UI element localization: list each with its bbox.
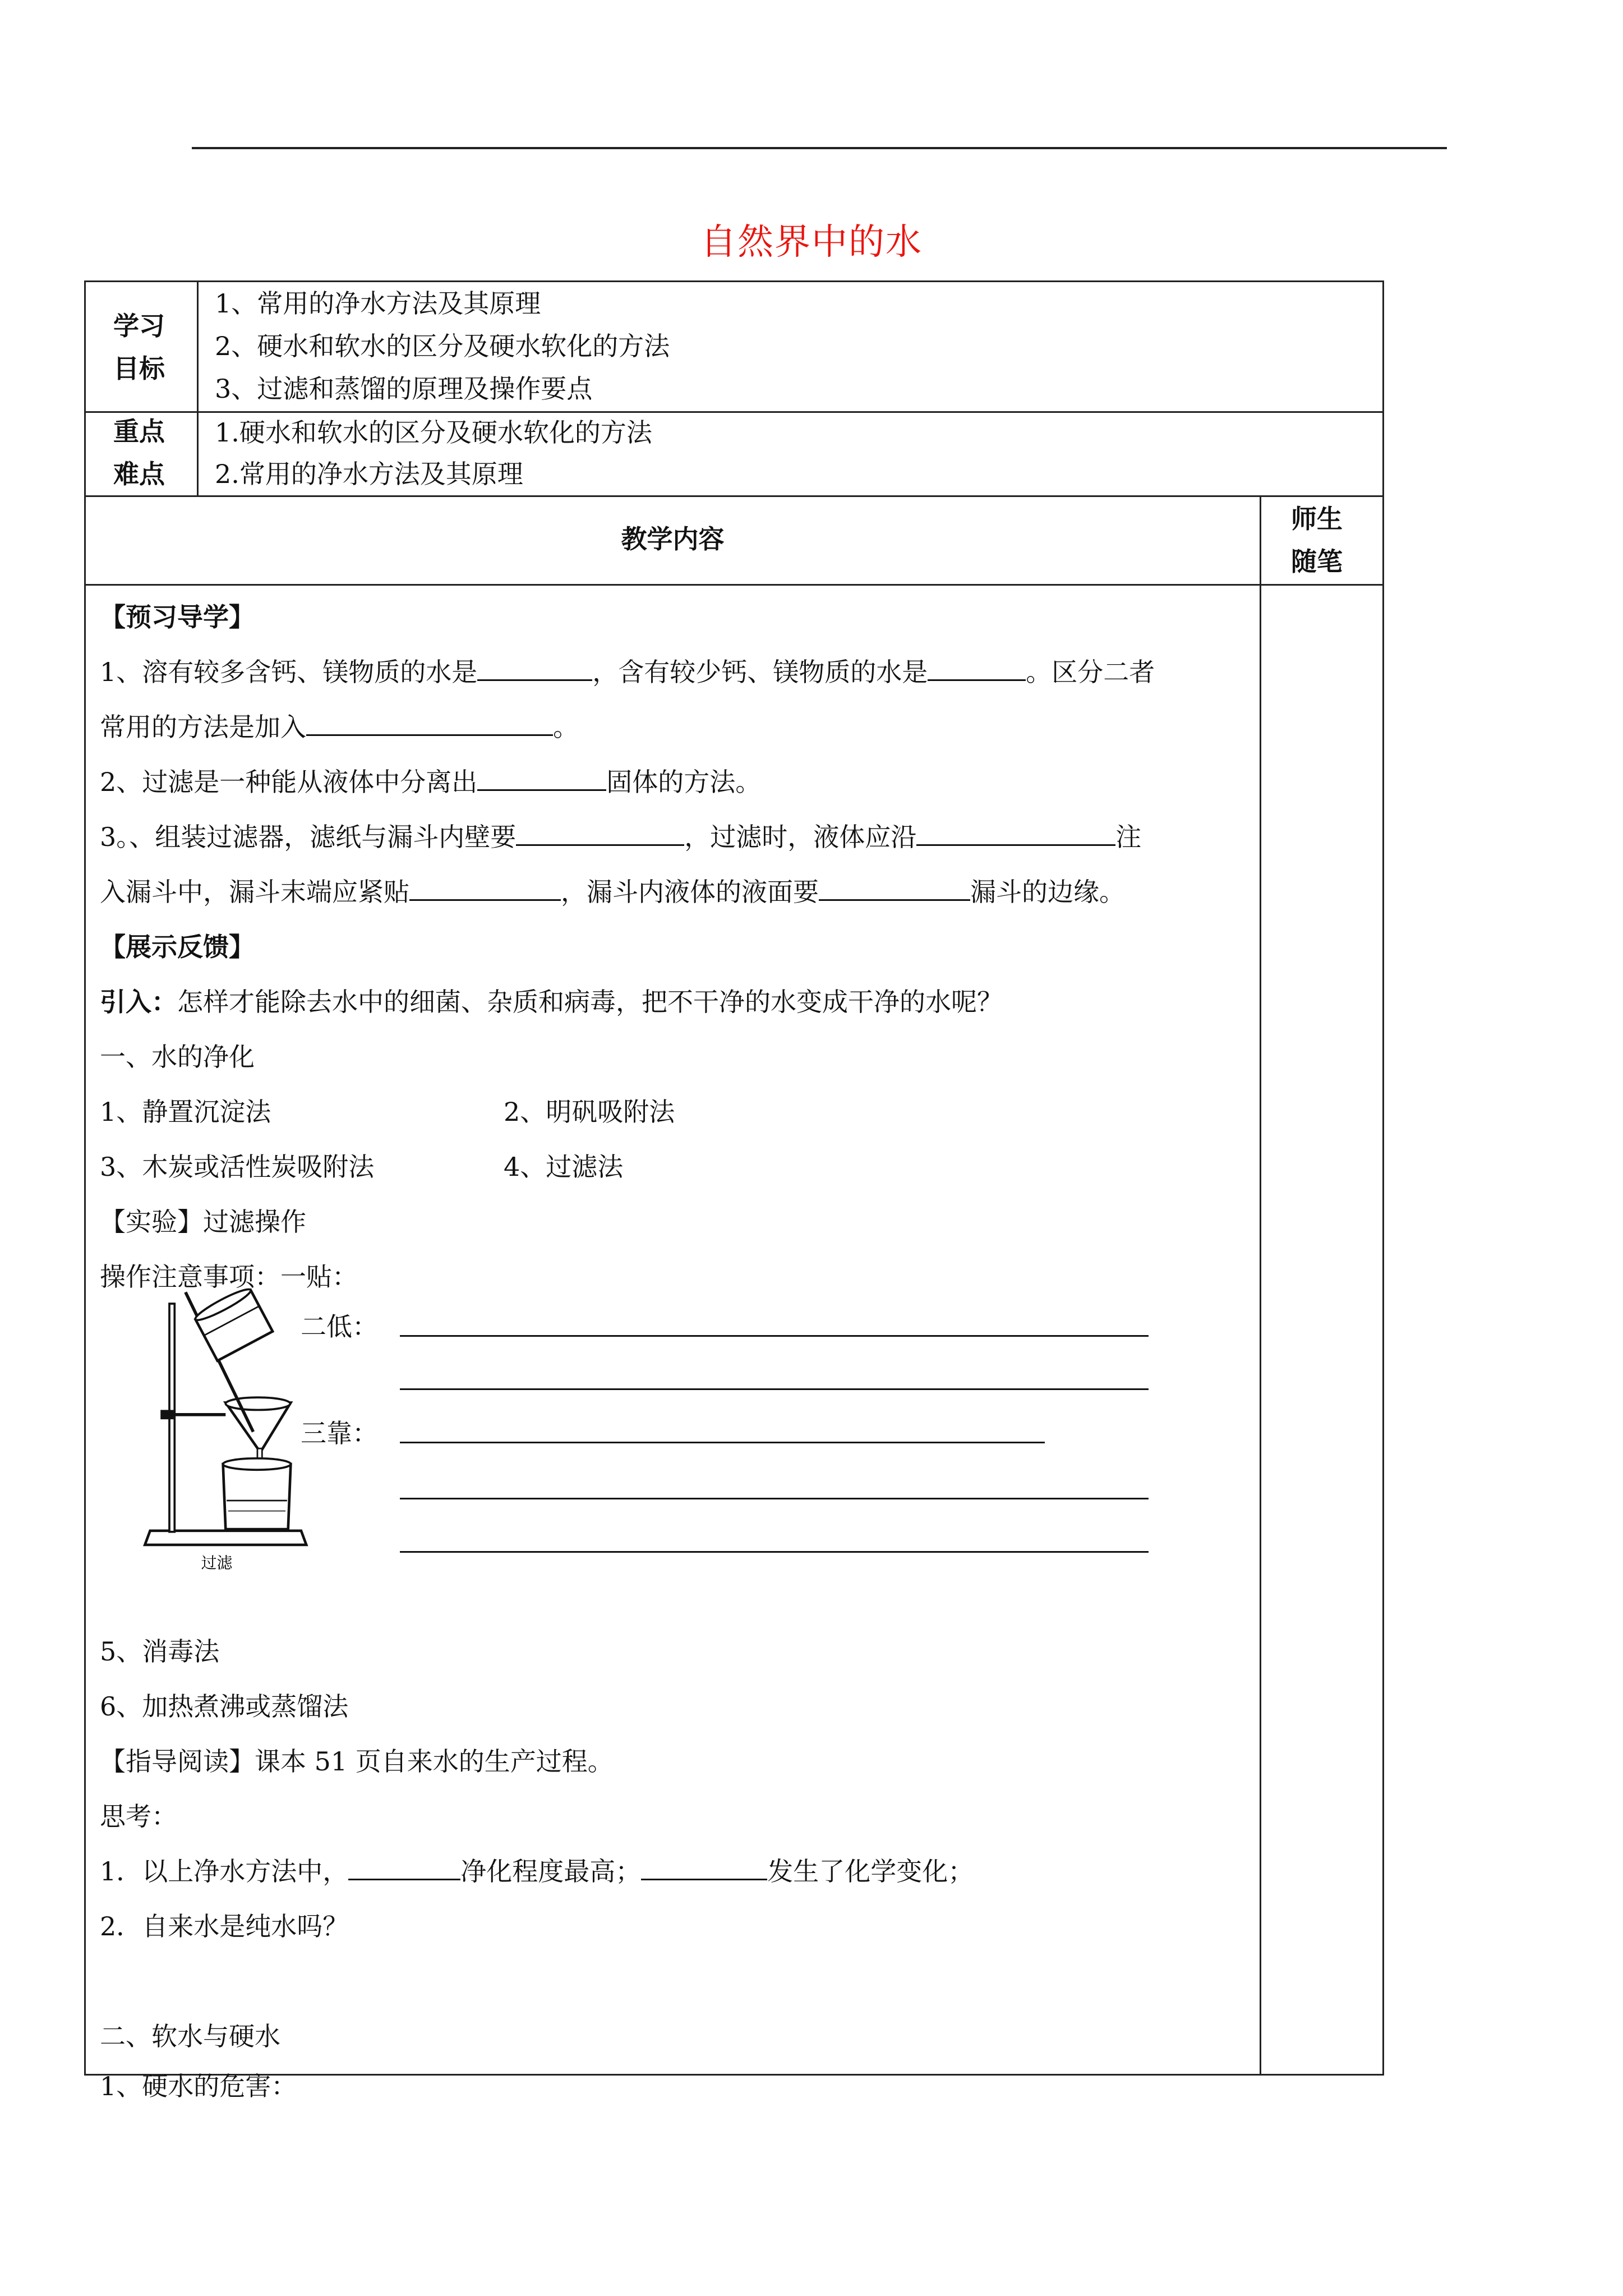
section-water-purification: 一、水的净化 [100,1042,255,1072]
q1-text-c: 。区分二者 [1026,657,1155,687]
header-rule [192,147,1447,149]
method-2: 2、明矾吸附法 [504,1097,675,1127]
answer-blank[interactable] [477,650,592,681]
preview-q3-line1 [100,809,1255,864]
op-three-lean: 三靠： [301,1418,378,1448]
key-points-label: 重点难点 [113,416,165,489]
row-divider [86,584,1382,586]
q1-text-d: 常用的方法是加入 [100,712,306,742]
q2-text-b: 固体的方法。 [606,767,762,797]
spacer [100,1954,1255,2009]
lesson-table [84,280,1384,2101]
q3-text-e: ，漏斗内液体的液面要 [561,877,819,907]
answer-blank[interactable] [516,815,684,846]
preview-q1-line1 [100,645,1255,700]
method-3: 3、木炭或活性炭吸附法 [100,1152,375,1182]
think-q1-b: 净化程度最高； [460,1856,642,1887]
q3-text-b: ，过滤时，液体应沿 [684,822,917,852]
methods-row-1 [100,1084,1255,1139]
answer-blank[interactable] [819,870,970,901]
answer-blank[interactable] [477,760,606,791]
op-two-low: 二低： [301,1312,378,1342]
answer-line[interactable] [400,1335,1149,1337]
figure-caption: 过滤 [201,1553,233,1572]
method-6: 6、加热煮沸或蒸馏法 [100,1691,349,1722]
answer-line[interactable] [400,1442,1045,1443]
answer-blank[interactable] [928,650,1026,681]
q1-text-a: 1、溶有较多含钙、镁物质的水是 [100,657,478,687]
q3-text-d: 入漏斗中，漏斗末端应紧贴 [100,877,409,907]
answer-line[interactable] [400,1498,1149,1499]
filtration-area [100,1304,1255,1624]
key-point-item: 2.常用的净水方法及其原理 [215,459,523,489]
method-4: 4、过滤法 [504,1152,624,1182]
q3-text-a: 3。、组装过滤器，滤纸与漏斗内壁要 [100,822,517,852]
think-q1-a: 1．以上净水方法中， [100,1856,349,1887]
q1-text-b: ，含有较少钙、镁物质的水是 [592,657,928,687]
objective-item: 2、硬水和软水的区分及硬水软化的方法 [215,331,670,361]
experiment-heading: 【实验】过滤操作 [100,1207,306,1237]
guided-reading: 【指导阅读】课本 51 页自来水的生产过程。 [100,1746,614,1777]
key-point-item: 1.硬水和软水的区分及硬水软化的方法 [215,417,652,448]
objective-item: 1、常用的净水方法及其原理 [215,288,541,319]
answer-blank[interactable] [348,1849,460,1880]
preview-q1-line2 [100,700,1255,754]
answer-blank[interactable] [916,815,1115,846]
filtration-apparatus-figure [111,1282,330,1573]
feedback-heading: 【展示反馈】 [100,932,255,962]
notes-column-divider [1260,495,1261,2074]
think-q1-c: 发生了化学变化； [767,1856,974,1887]
think-label: 思考： [100,1801,177,1832]
hard-water-harm: 1、硬水的危害： [100,2071,297,2101]
lesson-content [100,590,1255,2109]
answer-blank[interactable] [306,705,553,736]
intro-text: 怎样才能除去水中的细菌、杂质和病毒，把不干净的水变成干净的水呢？ [177,987,1003,1017]
q3-text-f: 漏斗的边缘。 [970,877,1125,907]
op-one-stick: 一贴： [280,1262,358,1292]
q2-text-a: 2、过滤是一种能从液体中分离出 [100,767,478,797]
preview-q3-line2 [100,864,1255,919]
methods-row-2 [100,1139,1255,1194]
objective-item: 3、过滤和蒸馏的原理及操作要点 [215,374,593,404]
method-1: 1、静置沉淀法 [100,1097,271,1127]
preview-heading: 【预习导学】 [100,602,255,632]
q1-text-e: 。 [553,712,579,742]
answer-line[interactable] [400,1551,1149,1553]
page-title: 自然界中的水 [700,222,923,263]
notes-header: 师生随笔 [1291,504,1343,577]
content-header: 教学内容 [621,524,725,554]
preview-q2 [100,754,1255,809]
q3-text-c: 注 [1115,822,1142,852]
label-column-divider [197,282,199,497]
objectives-label: 学习目标 [113,311,165,384]
think-q2: 2．自来水是纯水吗？ [100,1911,349,1941]
think-q1 [100,1844,1255,1899]
row-divider [86,495,1382,497]
intro-line [100,974,1255,1029]
section-soft-hard-water: 二、软水与硬水 [100,2021,280,2051]
answer-blank[interactable] [409,870,561,901]
intro-label: 引入： [100,987,177,1017]
operation-label: 操作注意事项： [100,1262,280,1292]
answer-line[interactable] [400,1388,1149,1390]
answer-blank[interactable] [641,1849,767,1880]
method-5: 5、消毒法 [100,1636,220,1667]
